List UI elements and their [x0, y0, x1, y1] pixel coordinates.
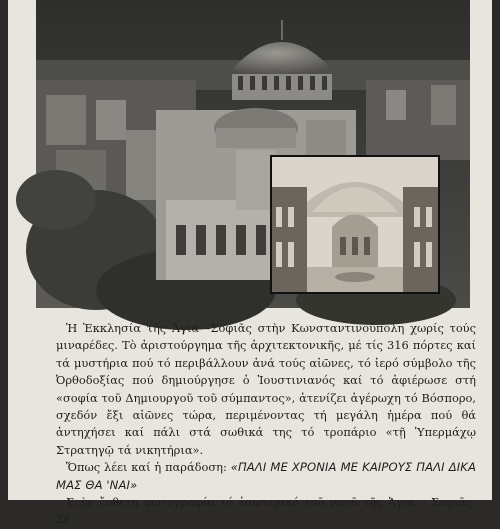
caption-paragraph-3: Στὴν ἔνθετη φωτογραφία τό ἐσωτερικό τοῦ ναοῦ τῆς Ἁγια – Σοφιᾶς. Σέ [56, 495, 476, 527]
tradition-quote: «ΠΑΛΙ ΜΕ ΧΡΟΝΙΑ ΜΕ ΚΑΙΡΟΥΣ ΠΑΛΙ ΔΙΚΑ ΜΑΣ ΘΑ 'ΝΑΙ» [56, 460, 477, 492]
caption-paragraph-2 [56, 459, 476, 494]
interior-photo-illustration [272, 157, 438, 292]
hagia-sophia-interior-photo [270, 155, 440, 294]
caption-text [56, 320, 476, 529]
tradition-lead: Ὅπως λέει καί ἡ παράδοση: [66, 460, 227, 475]
book-page [8, 0, 492, 527]
caption-paragraph-1: Ἡ Ἐκκλησία τῆς Ἁγια –Σοφιᾶς στὴν Κωνσταντινούπολη χωρίς τούς μιναρέδες. Τὸ ἀριστούργημα τῆς ἀρχιτεκτονικῆς, μέ τίς 316 πόρτες καί τά μυστήρια πού τό περιβάλλουν ἀνά τούς αἰῶνες, τό ἱερό σύμβολο τῆς Ὀρθοδοξίας πού δημιούργησε ὁ Ἰουστινιανός καί τό ἀφιέρωσε στή «σοφία τοῦ Δημιουργοῦ τοῦ σύμπαντος», ἀτενίζει ἀγέρωχη τό Βόσπορο, σχεδόν ἔξι αἰῶνες τώρα, περιμένοντας τή μεγάλη ἡμέρα πού θά ἀντηχήσει καί πάλι στά σωθικά της τό τροπάριο «τῇ Ὑπερμάχῳ Στρατηγῷ τά νικητήρια». [56, 321, 476, 457]
